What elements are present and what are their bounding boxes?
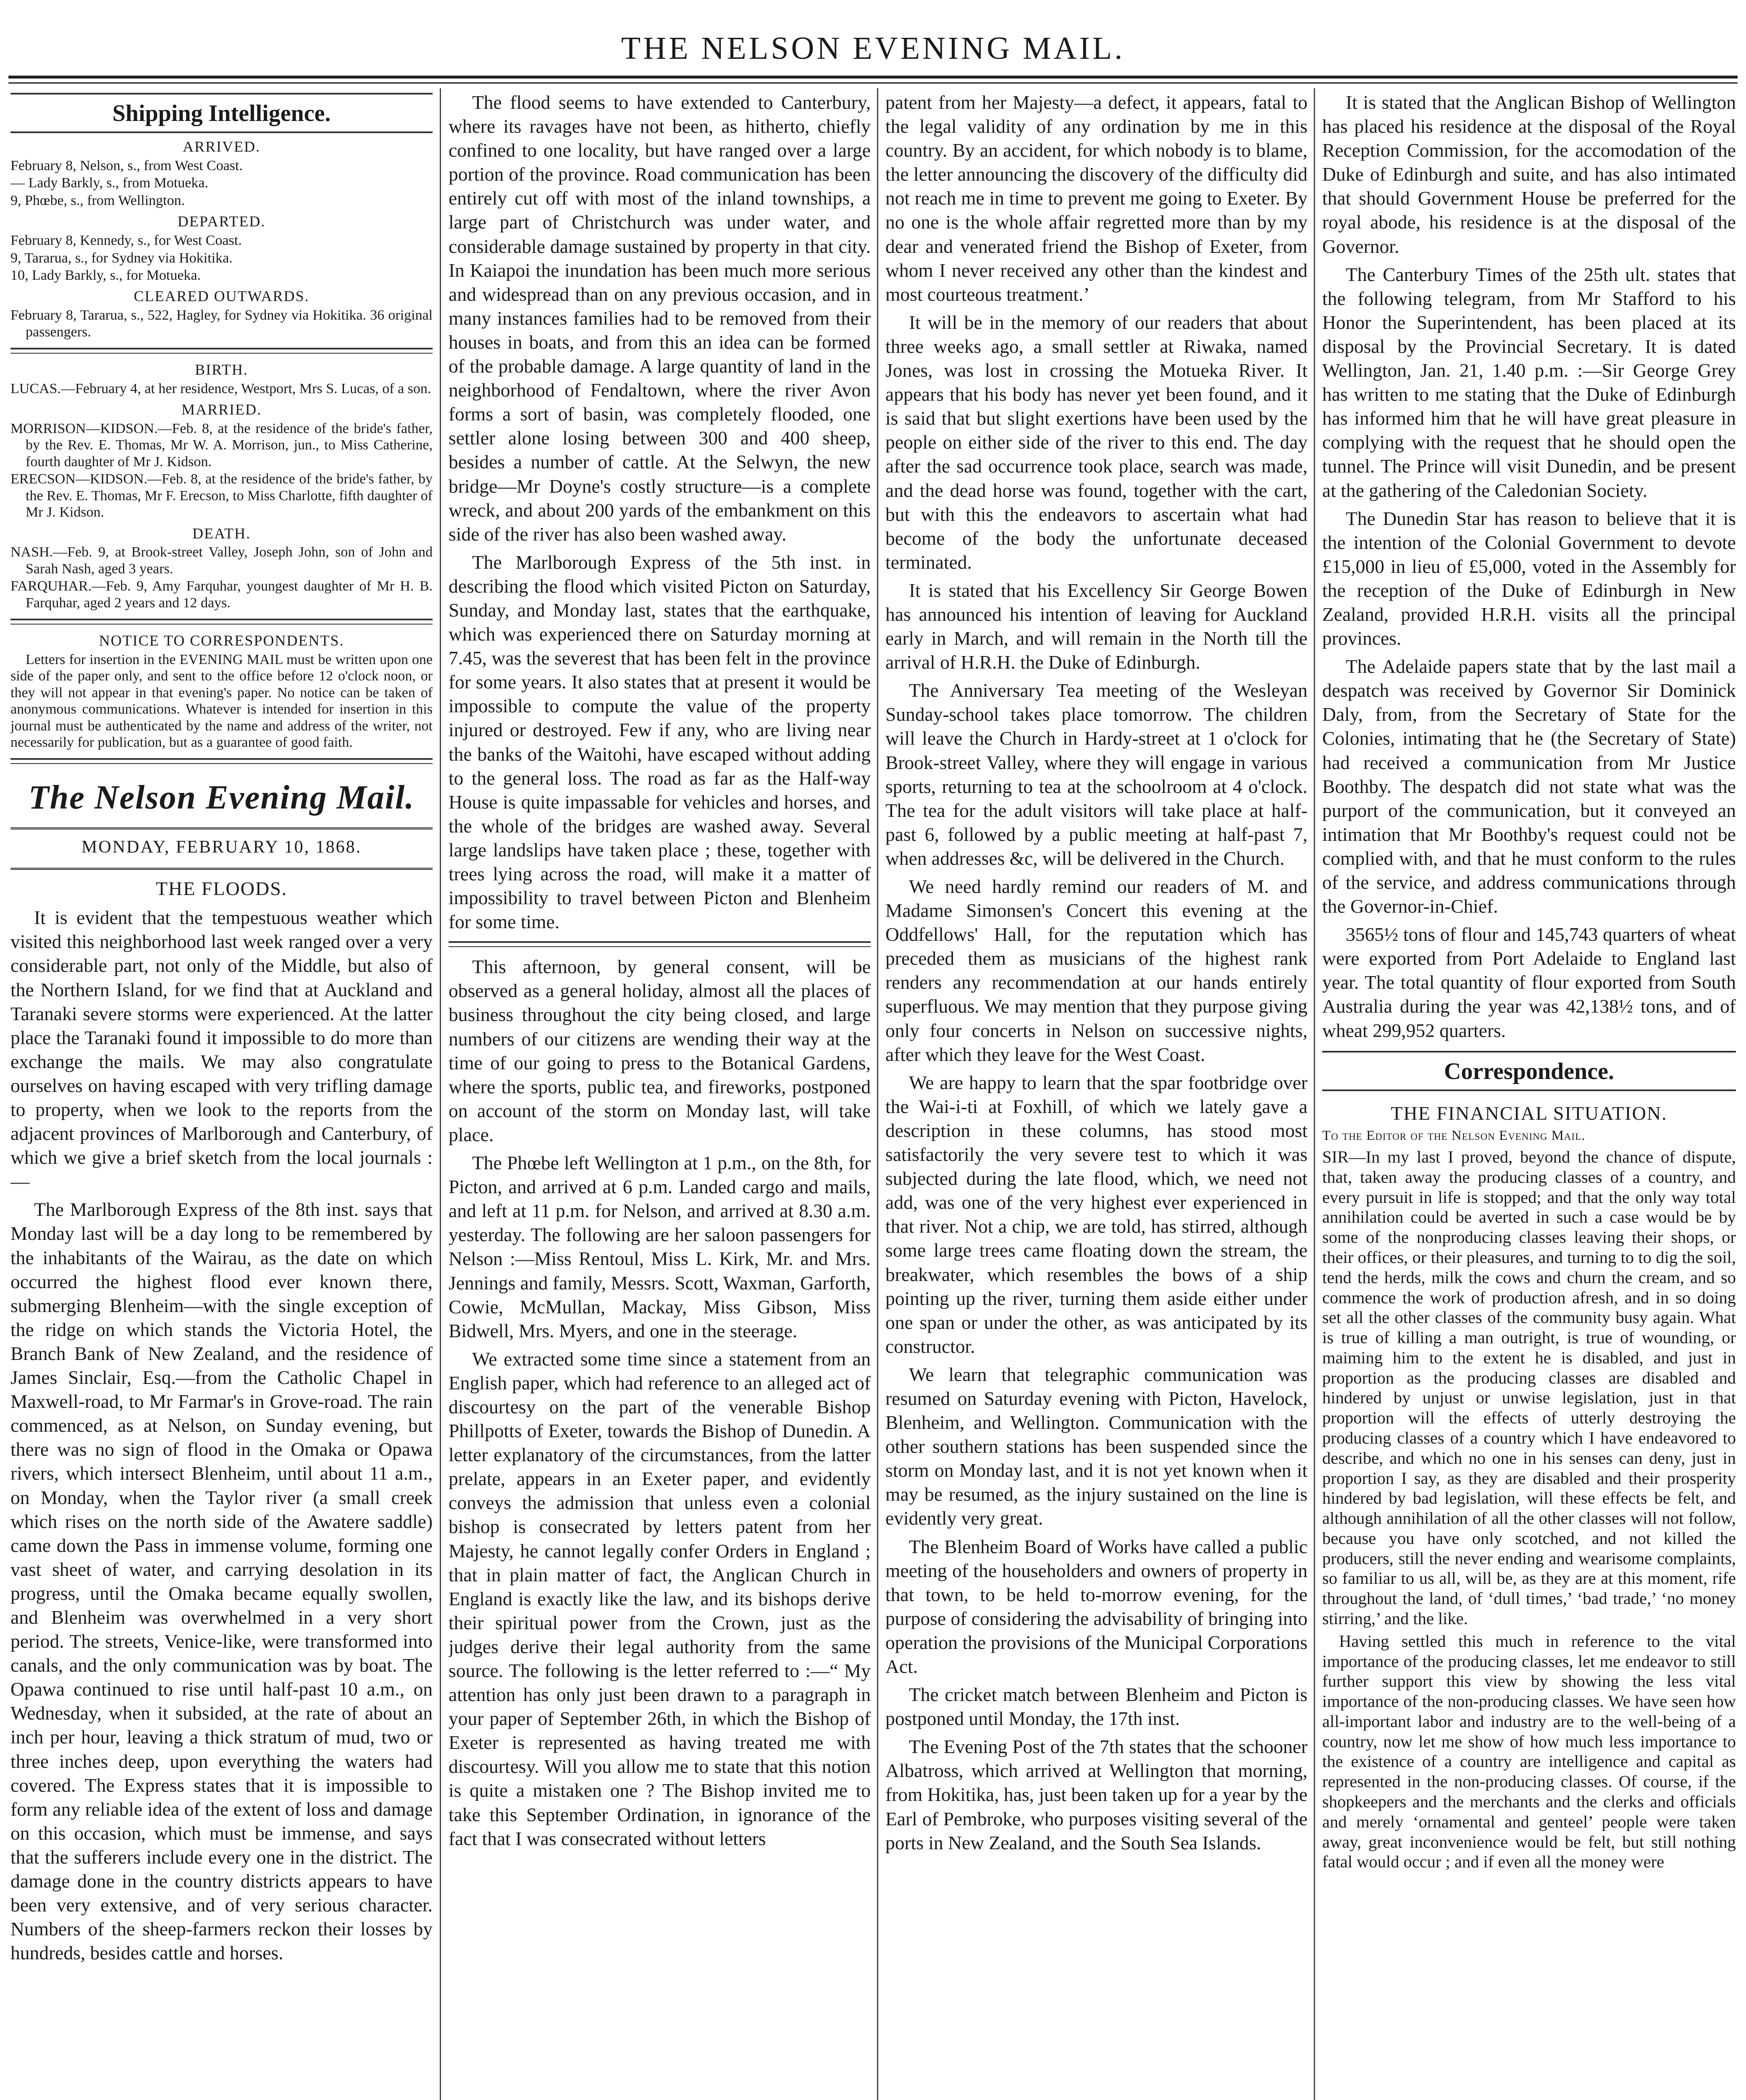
departure-entry: 10, Lady Barkly, s., for Motueka.	[11, 267, 201, 283]
cleared-label: CLEARED OUTWARDS.	[134, 288, 310, 305]
section-rule	[11, 619, 433, 625]
news-paragraph: The Evening Post of the 7th states that the schooner Albatross, which arrived at Wellington that morning, from Hokitika, has, just been taken up for a year by the Earl of Pembroke, who purposes visiting several of the ports in New Zealand, and the South Sea Islands.	[885, 1736, 1308, 1853]
shipping-heading-box	[11, 93, 433, 133]
birth-entry: LUCAS.—February 4, at her residence, Westport, Mrs S. Lucas, of a son.	[11, 381, 431, 396]
column-1	[11, 90, 433, 2100]
letter-title: THE FINANCIAL SITUATION.	[1391, 1102, 1667, 1124]
correspondents-heading: NOTICE TO CORRESPONDENTS.	[99, 632, 344, 649]
letter-paragraph: SIR—In my last I proved, beyond the chance of dispute, that, taken away the producing classes of a country, and every pursuit in life is stopped; and that the only way total annihilation could be averted in such a case would be by some of the nonproducing classes leaving their shops, or their offices, or their pleasures, and turning to to dig the soil, tend the herds, milk the cows and churn the cream, and so commence the work of production afresh, and in so doing set all the other classes of the community busy again. What is true of killing a man outright, is true of wounding, or maiming him to the extent he is disabled, and just in proportion as the producing classes are disabled and hindered by unjust or unwise legislation, just in that proportion will the effects of utterly destroying the producing classes of a country which I have endeavored to describe, and which no one in his senses can deny, just in proportion I say, as they are disabled and their prosperity hindered by bad legislation, will these effects be felt, and although annihilation of all the other classes will not follow, because you have only scotched, and not killed the producers, still the never ending and wearisome complaints, so familiar to us all, will be, as they are at this moment, rife throughout the land, of ‘dull times,’ ‘bad trade,’ ‘no money stirring,’ and the like.	[1322, 1147, 1736, 1628]
letter	[1322, 1101, 1736, 1872]
column-divider	[440, 88, 441, 2100]
column-2	[449, 90, 871, 2100]
news-paragraph: We extracted some time since a statement from an English paper, which had reference to an alleged act of discourtesy on the part of the venerable Bishop Phillpotts of Exeter, towards the Bishop of Dunedin. A letter explanatory of the circumstances, from the latter prelate, appears in an Exeter paper, and evidently conveys the admission that unless even a colonial bishop is consecrated by letters patent from her Majesty, he cannot legally confer Orders in England ; that in plain matter of fact, the Anglican Church in England is exactly like the law, and its bishops derive their spiritual power from the Crown, just as the judges derive their legal authority from the same source. The following is the letter referred to :—“ My attention has only just been drawn to a paragraph in your paper of September 26th, in which the Bishop of Exeter is represented as having treated me with discourtesy. Will you allow me to state that this notion is quite a mistaken one ? The Bishop invited me to take this September Ordination, in ignorance of the fact that I was consecrated without letters	[449, 1348, 871, 1849]
death-entry: NASH.—Feb. 9, at Brook-street Valley, Joseph John, son of John and Sarah Nash, aged 3 years.	[11, 544, 433, 577]
floods-paragraph: It is evident that the tempestuous weather which visited this neighborhood last week ranged over a very considerable part, not only of the Middle, but also of the Northern Island, for we find that at Auckland and Taranaki severe storms were experienced. At the latter place the Taranaki found it impossible to do more than exchange the mails. We may also congratulate ourselves on having escaped with very trifling damage to property, when we look to the reports from the adjacent provinces of Marlborough and Canterbury, of which we give a brief sketch from the local journals :—	[11, 907, 433, 1192]
news-paragraph: We are happy to learn that the spar footbridge over the Wai-i-ti at Foxhill, of which we lately gave a description in these columns, has stood most satisfactorily the very severe test to which it was subjected during the late flood, which, we need not add, was one of the very highest ever experienced in that river. Not a chip, we are told, has stirred, although some large trees came floating down the stream, the breakwater, which resembles the bows of a ship pointing up the river, turning them aside either under one span or under the other, as was anticipated by its constructor.	[885, 1071, 1308, 1357]
section-rule	[11, 348, 433, 354]
departed-label: DEPARTED.	[177, 213, 266, 230]
married-label: MARRIED.	[181, 401, 262, 418]
column-divider	[877, 88, 878, 2100]
news-paragraph: We learn that telegraphic communication was resumed on Saturday evening with Picton, Havelock, Blenheim, and Wellington. Communication with the other southern stations has been suspended since the storm on Monday last, and it is not yet known when it may be resumed, as the injury sustained on the line is evidently very great.	[885, 1363, 1308, 1529]
news-paragraph: The Marlborough Express of the 5th inst. in describing the flood which visited Picton on Saturday, Sunday, and Monday last, states that the earthquake, which was experienced there on Saturday morning at 7.45, was the severest that has been felt in the province for some years. It also states that at present it would be impossible to compute the value of the property injured or destroyed. Few if any, who are living near the banks of the Waitohi, have escaped without adding to the general loss. The road as far as the Half-way House is quite impassable for vehicles and horses, and the whole of the bridges are washed away. Several large landslips have taken place ; these, together with trees lying across the road, will make it a matter of impossibility to travel between Picton and Blenheim for some time.	[449, 551, 871, 933]
masthead-title: THE NELSON EVENING MAIL.	[621, 31, 1125, 66]
arrival-entry: — Lady Barkly, s., from Motueka.	[11, 175, 208, 191]
arrival-entry: 9, Phœbe, s., from Wellington.	[11, 192, 185, 208]
birth-label: BIRTH.	[195, 361, 248, 378]
news-paragraph: It is stated that his Excellency Sir George Bowen has announced his intention of leaving for Auckland early in March, and will remain in the North till the arrival of H.R.H. the Duke of Edinburgh.	[885, 579, 1308, 673]
death-label: DEATH.	[192, 525, 251, 542]
news-paragraph: It will be in the memory of our readers that about three weeks ago, a small settler at Riwaka, named Jones, was lost in crossing the Motueka River. It appears that his body has never yet been found, and it is said that but slight exertions have been used by the people on either side of the river to this end. The day after the sad occurrence took place, search was made, and the dead horse was found, together with the cart, but with this the endeavors to ascertain what had become of the body the unfortunate deceased terminated.	[885, 311, 1308, 573]
news-paragraph: The Adelaide papers state that by the last mail a despatch was received by Governor Sir Dominick Daly, from, from the Secretary of State for the Colonies, intimating that he (the Secretary of State) had received a communication from Mr Justice Boothby. The despatch did not state what was the purport of the communication, but it conveyed an intimation that Mr Boothby's request could not be complied with, and that he must conform to the rules of the service, and address communications through the Governor-in-Chief.	[1322, 656, 1736, 917]
news-paragraph: The cricket match between Blenheim and Picton is postponed until Monday, the 17th inst.	[885, 1684, 1308, 1730]
arrived-label: ARRIVED.	[183, 138, 260, 155]
shipping-heading: Shipping Intelligence.	[112, 100, 331, 126]
news-paragraph: This afternoon, by general consent, will be observed as a general holiday, almost all the places of business throughout the city being closed, and large numbers of our citizens are wending their way at the time of our going to press to the Botanical Gardens, where the sports, public tea, and fireworks, postponed on account of the storm on Monday last, will take place.	[449, 956, 871, 1145]
news-paragraph: The flood seems to have extended to Canterbury, where its ravages have not been, as hitherto, chiefly confined to one locality, but have ranged over a large portion of the province. Road communication has been entirely cut off with most of the inland townships, a large part of Christchurch was under water, and considerable damage sustained by property in that city. In Kaiapoi the inundation has been much more serious and widespread than on any previous occasion, and in many instances families had to be removed from their houses in boats, and from this an idea can be formed of the probable damage. A large quantity of land in the neighborhood of Fendaltown, where the river Avon forms a sort of basin, was completely flooded, one settler alone losing between 300 and 400 sheep, besides a number of cattle. At the Selwyn, the new bridge—Mr Doyne's costly structure—is a complete wreck, and about 200 yards of the embankment on this side of the river has also been washed away.	[449, 92, 871, 545]
shipping-section	[11, 138, 433, 340]
letter-paragraph: Having settled this much in reference to the vital importance of the producing classes, let me endeavor to still further support this view by showing the less vital importance of the non-producing classes. We have seen how all-important labor and industry are to the well-being of a country, now let me show of how much less importance to the existence of a country are intelligence and capital as represented in the non-producing classes. Of course, if the shopkeepers and the merchants and the clerks and officials and merely ‘ornamental and genteel’ people were taken away, great inconvenience would be felt, but still nothing fatal would occur ; and if even all the money were	[1322, 1631, 1736, 1872]
news-paragraph: We need hardly remind our readers of M. and Madame Simonsen's Concert this evening at the Oddfellows' Hall, for the reputation which has preceded them as musicians of the highest rank renders any recommendation at our hands entirely superfluous. We may mention that they purpose giving only four concerts in Nelson on successive nights, after which they leave for the West Coast.	[885, 876, 1308, 1065]
arrival-entry: February 8, Nelson, s., from West Coast.	[11, 158, 243, 174]
masthead-rule	[8, 76, 1738, 79]
correspondence-heading: Correspondence.	[1444, 1058, 1614, 1084]
section-rule	[449, 941, 871, 947]
nameplate-rule	[11, 827, 433, 830]
dateline-rule	[11, 868, 433, 870]
column-divider	[1314, 88, 1315, 2100]
news-paragraph: The Phœbe left Wellington at 1 p.m., on the 8th, for Picton, and arrived at 6 p.m. Landed cargo and mails, and left at 11 p.m. for Nelson, and arrived at 8.30 a.m. yesterday. The following are her saloon passengers for Nelson :—Miss Rentoul, Miss L. Kirk, Mr. and Mrs. Jennings and family, Messrs. Scott, Waxman, Garforth, Cowie, McMullan, Mackay, Miss Gibson, Miss Bidwell, Mrs. Myers, and one in the steerage.	[449, 1152, 871, 1341]
dateline: MONDAY, FEBRUARY 10, 1868.	[81, 837, 362, 857]
departure-entry: 9, Tararua, s., for Sydney via Hokitika.	[11, 250, 233, 266]
departure-entry: February 8, Kennedy, s., for West Coast.	[11, 233, 242, 249]
correspondents-body: Letters for insertion in the EVENING MAIL must be written upon one side of the paper only, and sent to the office before 12 o'clock noon, or they will not appear in that evening's paper. No notice can be taken of anonymous communications. Whatever is intended for insertion in this journal must be authenticated by the name and address of the writer, not necessarily for publication, but as a guarantee of good faith.	[11, 651, 433, 751]
marriage-entry: MORRISON—KIDSON.—Feb. 8, at the residence of the bride's father, by the Rev. E. Thomas, Mr W. A. Morrison, jun., to Miss Catherine, fourth daughter of Mr J. Kidson.	[11, 420, 433, 470]
cleared-entry: February 8, Tararua, s., 522, Hagley, for Sydney via Hokitika. 36 original passengers.	[11, 307, 433, 340]
news-paragraph: The Dunedin Star has reason to believe that it is the intention of the Colonial Government to devote £15,000 in lieu of £5,000, voted in the Assembly for the reception of the Duke of Edinburgh in New Zealand, provided H.R.H. visits all the principal provinces.	[1322, 507, 1736, 649]
correspondents-notice	[11, 632, 433, 751]
floods-paragraph: The Marlborough Express of the 8th inst. says that Monday last will be a day long to be remembered by the inhabitants of the Wairau, as the date on which occurred the highest flood ever known there, submerging Blenheim—with the single exception of the ridge on which stands the Victoria Hotel, the Branch Bank of New Zealand, and the residence of James Sinclair, Esq.—from the Catholic Chapel in Maxwell-road, to Mr Farmar's in Grove-road. The rain commenced, as at Nelson, on Sunday evening, but there was no sign of flood in the Omaka or Opawa rivers, which intersect Blenheim, until about 11 a.m., on Monday, when the Taylor river (a small creek which rises on the north side of the Awatere saddle) came down the Pass in immense volume, forming one vast sheet of water, and carrying desolation in its progress, until the Omaka became equally swollen, and Blenheim was overwhelmed in a very short period. The streets, Venice-like, were transformed into canals, and the only communication was by boat. The Opawa continued to rise until half-past 10 a.m., on Wednesday, when it subsided, at the rate of about an inch per hour, leaving a thick stratum of mud, two or three inches deep, upon everything the waters had covered. The Express states that it is impossible to form any reliable idea of the extent of loss and damage on this occasion, which must be immense, and says that the sufferers include every one in the district. The damage done in the country districts appears to have been very extensive, and of very serious character. Numbers of the sheep-farmers reckon their losses by hundreds, besides cattle and horses.	[11, 1199, 433, 1964]
notices-section	[11, 361, 433, 611]
letter-addressee: To the Editor of the Nelson Evening Mail.	[1322, 1128, 1586, 1143]
news-paragraph: patent from her Majesty—a defect, it appears, fatal to the legal validity of any ordination by me in this country. By an accident, for which nobody is to blame, the letter announcing the discovery of the difficulty did not reach me in time to prevent me going to Exeter. By no one is the whole affair regretted more than by my dear and venerated friend the Bishop of Exeter, from whom I never received any other than the kindest and most courteous treatment.’	[885, 92, 1308, 305]
masthead	[0, 0, 1746, 80]
column-3	[885, 90, 1308, 2100]
correspondence-heading-box	[1322, 1051, 1736, 1091]
news-paragraph: The Canterbury Times of the 25th ult. states that the following telegram, from Mr Stafford to his Honor the Superintendent, has been placed at its disposal by the Provincial Secretary. It is dated Wellington, Jan. 21, 1.40 p.m. :—Sir George Grey has written to me stating that the Duke of Edinburgh has informed him that he will have great pleasure in complying with the request that he should open the tunnel. The Prince will visit Dunedin, and be present at the gathering of the Caledonian Society.	[1322, 263, 1736, 501]
news-paragraph: The Anniversary Tea meeting of the Wesleyan Sunday-school takes place tomorrow. The children will leave the Church in Hardy-street at 1 o'clock for Brook-street Valley, where they will engage in various sports, returning to tea at the schoolroom at 4 o'clock. The tea for the adult visitors will take place at half-past 6, followed by a public meeting at half-past 7, when addresses &c, will be delivered in the Church.	[885, 680, 1308, 869]
news-paragraph: The Blenheim Board of Works have called a public meeting of the householders and owners of property in that town, to be held to-morrow evening, for the purpose of considering the advisability of bringing into operation the provisions of the Municipal Corporations Act.	[885, 1536, 1308, 1677]
marriage-entry: ERECSON—KIDSON.—Feb. 8, at the residence of the bride's father, by the Rev. E. Thomas, Mr F. Erecson, to Miss Charlotte, fifth daughter of Mr J. Kidson.	[11, 471, 433, 520]
masthead-rule-thin	[8, 82, 1738, 84]
news-paragraph: It is stated that the Anglican Bishop of Wellington has placed his residence at the disposal of the Royal Reception Commission, for the accomodation of the Duke of Edinburgh and suite, and has also intimated that should Government House be preferred for the royal abode, his residence is at the disposal of the Governor.	[1322, 92, 1736, 257]
column-4	[1322, 90, 1736, 2100]
news-paragraph: 3565½ tons of flour and 145,743 quarters of wheat were exported from Port Adelaide to England last year. The total quantity of flour exported from South Australia during the year was 42,138½ tons, and of wheat 299,952 quarters.	[1322, 924, 1736, 1041]
death-entry: FARQUHAR.—Feb. 9, Amy Farquhar, youngest daughter of Mr H. B. Farquhar, aged 2 years and 12 days.	[11, 578, 433, 611]
floods-heading: THE FLOODS.	[155, 877, 288, 899]
section-rule	[11, 758, 433, 764]
paper-nameplate: The Nelson Evening Mail.	[28, 779, 415, 816]
